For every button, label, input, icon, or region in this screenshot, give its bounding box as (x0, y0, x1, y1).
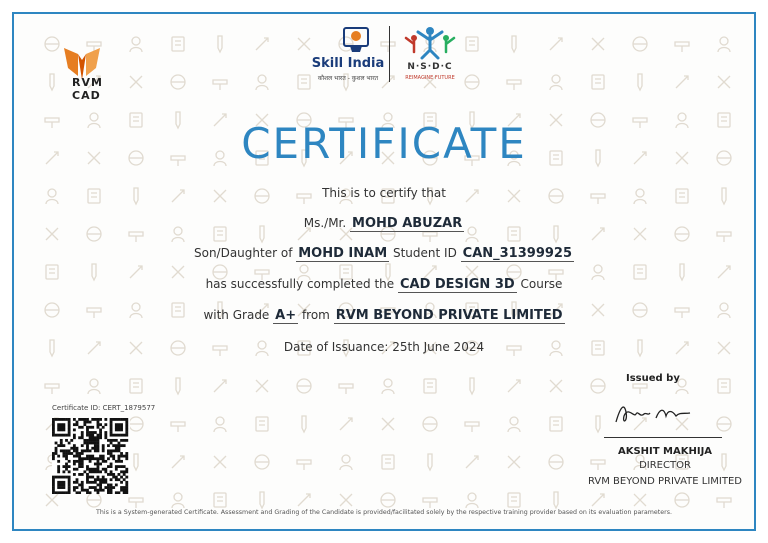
pattern-tool-icon (172, 493, 184, 508)
pattern-tool-icon (466, 493, 478, 508)
pattern-tool-icon (423, 417, 437, 431)
pattern-tool-icon (508, 380, 520, 392)
pattern-tool-icon (172, 37, 184, 51)
pattern-tool-icon (213, 80, 227, 90)
pattern-tool-icon (129, 232, 143, 242)
pattern-tool-icon (423, 498, 437, 508)
certificate-heading: CERTIFICATE (241, 119, 527, 168)
pattern-tool-icon (214, 493, 226, 507)
signature-line (604, 437, 722, 438)
pattern-tool-icon (466, 37, 478, 51)
pattern-tool-icon (508, 456, 520, 468)
pattern-tool-icon (339, 384, 353, 394)
pattern-tool-icon (256, 380, 268, 392)
pattern-tool-icon (87, 493, 101, 507)
pattern-tool-icon (130, 379, 142, 393)
pattern-tool-icon (214, 380, 226, 392)
pattern-tool-icon (508, 493, 520, 507)
course-line (0, 277, 768, 292)
signatory-title: DIRECTOR (639, 460, 691, 471)
pattern-tool-icon (423, 232, 437, 242)
qr-code-icon[interactable] (52, 418, 130, 494)
pattern-tool-icon (88, 379, 100, 394)
pattern-tool-icon (382, 455, 394, 469)
pattern-tool-icon (134, 454, 138, 470)
pattern-tool-icon (50, 74, 54, 90)
signatory-organization: RVM BEYOND PRIVATE LIMITED (587, 476, 743, 487)
course-suffix: Course (520, 277, 563, 291)
logo-divider (389, 26, 390, 82)
pattern-tool-icon (46, 494, 58, 506)
pattern-tool-icon (382, 379, 394, 394)
pattern-tool-icon (550, 38, 562, 50)
student-id-label: Student ID (392, 246, 457, 260)
pattern-tool-icon (507, 80, 521, 90)
pattern-tool-icon (633, 37, 647, 51)
rvm-logo-text-line1: RVM (72, 76, 103, 89)
pattern-tool-icon (382, 418, 394, 430)
pattern-tool-icon (424, 379, 436, 393)
pattern-tool-icon (340, 494, 352, 506)
grade-prefix: with Grade (203, 308, 270, 322)
pattern-tool-icon (717, 232, 731, 242)
pattern-tool-icon (550, 75, 562, 90)
pattern-tool-icon (428, 454, 432, 470)
pattern-tool-icon (633, 384, 647, 394)
pattern-tool-icon (302, 416, 306, 432)
pattern-tool-icon (718, 37, 730, 52)
completed-prefix: has successfully completed the (205, 277, 395, 291)
pattern-tool-icon (675, 493, 689, 507)
institute-name: RVM BEYOND PRIVATE LIMITED (335, 308, 563, 323)
nsdc-logo (398, 24, 462, 84)
signature-icon (610, 398, 710, 428)
parent-line (0, 246, 768, 261)
issued-by-label: Issued by (626, 373, 680, 384)
skill-india-logo (306, 24, 406, 84)
pattern-tool-icon (596, 416, 600, 432)
pattern-tool-icon (130, 37, 142, 52)
pattern-tool-icon (717, 417, 731, 431)
pattern-tool-icon (554, 492, 558, 508)
pattern-tool-icon (718, 76, 730, 88)
pattern-tool-icon (508, 417, 520, 432)
pattern-tool-icon (676, 76, 688, 88)
pattern-tool-icon (297, 379, 311, 393)
pattern-tool-icon (550, 380, 562, 392)
skill-india-tagline: कौशल भारत - कुशल भारत (317, 75, 379, 82)
pattern-tool-icon (465, 75, 479, 89)
pattern-tool-icon (172, 456, 184, 468)
pattern-tool-icon (214, 456, 226, 468)
pattern-tool-icon (592, 75, 604, 89)
pattern-tool-icon (340, 418, 352, 430)
pattern-tool-icon (171, 422, 185, 432)
pattern-tool-icon (255, 455, 269, 469)
parent-prefix: Son/Daughter of (193, 246, 293, 260)
skill-india-title: Skill India (311, 56, 385, 71)
pattern-tool-icon (176, 378, 180, 394)
signatory-name: AKSHIT MAKHIJA (617, 446, 713, 457)
pattern-tool-icon (256, 417, 268, 431)
pattern-tool-icon (466, 456, 478, 468)
rvm-cad-logo (60, 46, 120, 110)
pattern-tool-icon (298, 494, 310, 506)
pattern-tool-icon (256, 75, 268, 90)
pattern-tool-icon (634, 494, 646, 506)
pattern-tool-icon (718, 379, 730, 393)
name-prefix: Ms./Mr. (303, 216, 347, 230)
pattern-tool-icon (638, 74, 642, 90)
pattern-tool-icon (592, 38, 604, 50)
student-id: CAN_31399925 (462, 246, 573, 261)
pattern-tool-icon (256, 38, 268, 50)
pattern-tool-icon (130, 76, 142, 88)
pattern-tool-icon (218, 36, 222, 52)
rvm-logo-text-line2: CAD (72, 89, 101, 102)
pattern-tool-icon (381, 493, 395, 507)
issuance-date: Date of Issuance: 25th June 2024 (283, 340, 485, 354)
pattern-tool-icon (550, 417, 562, 431)
pattern-tool-icon (297, 460, 311, 470)
pattern-tool-icon (591, 379, 605, 393)
pattern-tool-icon (470, 378, 474, 394)
certificate-id: Certificate ID: CERT_1879577 (52, 404, 156, 412)
intro-line: This is to certify that (322, 186, 446, 200)
parent-name: MOHD INAM (298, 246, 388, 261)
pattern-tool-icon (465, 422, 479, 432)
grade-value: A+ (275, 308, 297, 323)
nsdc-people-emblem-icon (398, 24, 462, 62)
pattern-tool-icon (512, 36, 516, 52)
pattern-tool-icon (260, 492, 264, 508)
name-line (0, 216, 768, 231)
pattern-tool-icon (592, 494, 604, 506)
from-label: from (301, 308, 330, 322)
pattern-tool-icon (45, 37, 59, 51)
skill-india-emblem-icon (314, 24, 398, 58)
nsdc-title: N·S·D·C (407, 62, 453, 72)
pattern-tool-icon (45, 384, 59, 394)
pattern-tool-icon (717, 498, 731, 508)
pattern-tool-icon (129, 417, 143, 431)
pattern-tool-icon (675, 42, 689, 52)
pattern-tool-icon (171, 75, 185, 89)
pattern-tool-icon (129, 498, 143, 508)
course-name: CAD DESIGN 3D (399, 277, 515, 292)
pattern-tool-icon (340, 455, 352, 470)
pattern-tool-icon (214, 417, 226, 432)
footer-disclaimer: This is a System-generated Certificate. Assessment and Grading of the Candidate is provided/facilitated solely by the respective training provider based on its evaluation parameters. (96, 509, 672, 516)
grade-line (0, 308, 768, 323)
nsdc-tagline: REIMAGINE FUTURE (405, 75, 455, 81)
recipient-name: MOHD ABUZAR (352, 216, 463, 231)
